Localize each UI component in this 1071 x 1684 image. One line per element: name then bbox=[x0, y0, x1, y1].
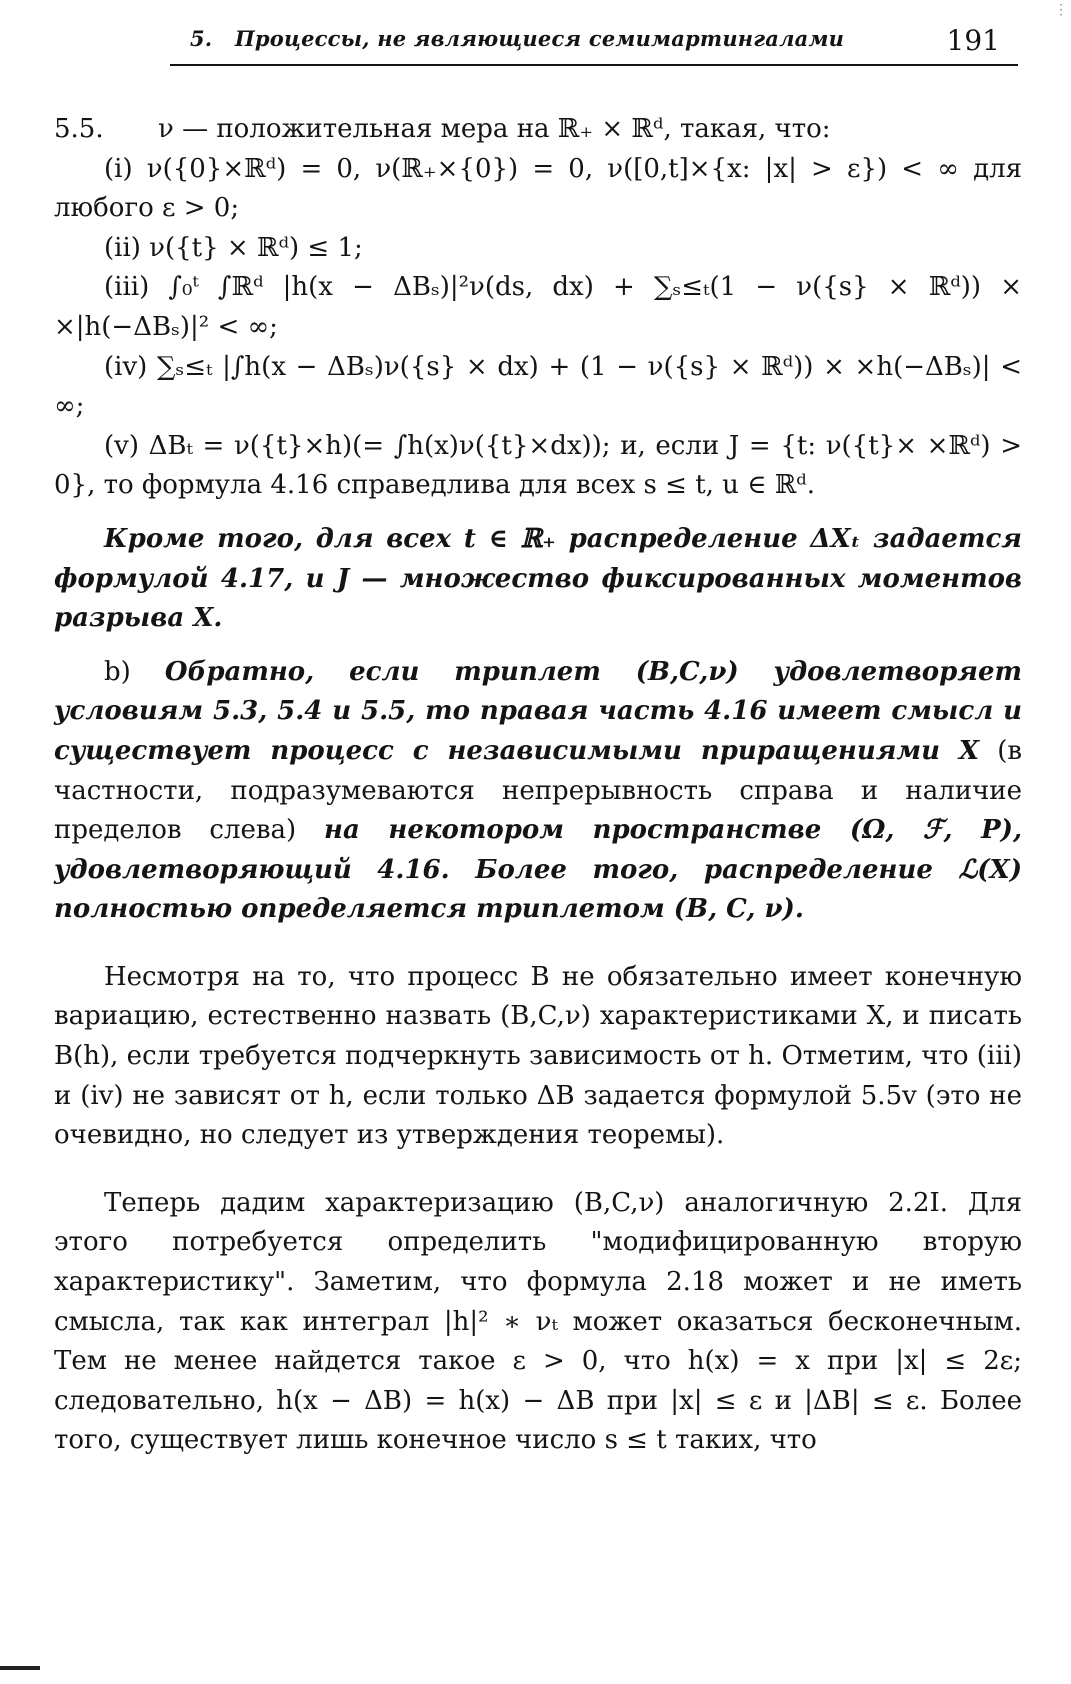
page-number: 191 bbox=[946, 24, 1000, 57]
item-intro-text: ν — положительная мера на ℝ₊ × ℝᵈ, такая, что: bbox=[158, 114, 831, 144]
condition-ii: (ii) ν({t} × ℝᵈ) ≤ 1; bbox=[104, 232, 363, 263]
part-b-text-2: на некотором пространстве (Ω, ℱ, P), удовлетворяющий 4.16. Более того, распределение ℒ(X) полностью определяется триплетом (B, C, ν). bbox=[54, 815, 1023, 925]
paragraph-characteristics: Несмотря на то, что процесс B не обязательно имеет конечную вариацию, естественно назвать (B,C,ν) характеристиками X, и писать B(h), если требуется подчеркнуть зависимость от h. Отметим, что (iii) и (iv) не зависят от h, если только ΔB задается формулой 5.5v (это не очевидно, но следует из утверждения теоремы). bbox=[54, 961, 1022, 1151]
condition-v: (v) ΔBₜ = ν({t}×h)(= ∫h(x)ν({t}×dx)); и, если J = {t: ν({t}× ×ℝᵈ) > 0}, то формула 4.16 справедлива для всех s ≤ t, u ∈ ℝᵈ. bbox=[54, 430, 1022, 501]
part-b bbox=[54, 653, 1022, 930]
item-label: 5.5. bbox=[54, 114, 104, 144]
condition-i: (i) ν({0}×ℝᵈ) = 0, ν(ℝ₊×{0}) = 0, ν([0,t]×{x: |x| > ε}) < ∞ для любого ε > 0; bbox=[54, 153, 1022, 224]
header-chapter-title: Процессы, не являющиеся семимартингалами bbox=[234, 26, 845, 51]
header-title bbox=[190, 26, 844, 51]
conclusion-text: Кроме того, для всех t ∈ ℝ₊ распределение ΔXₜ задается формулой 4.17, и J — множество фиксированных моментов разрыва X. bbox=[54, 523, 1022, 634]
condition-iv: (iv) ∑ₛ≤ₜ |∫h(x − ΔBₛ)ν({s} × dx) + (1 − ν({s} × ℝᵈ)) × ×h(−ΔBₛ)| < ∞; bbox=[54, 351, 1022, 422]
theorem-conclusion bbox=[54, 520, 1022, 639]
paragraph-modified-characteristic: Теперь дадим характеризацию (B,C,ν) аналогичную 2.2I. Для этого потребуется определить "модифицированную вторую характеристику". Заметим, что формула 2.18 может и не иметь смысла, так как интеграл |h|² ∗ νₜ может оказаться бесконечным. Тем не менее найдется такое ε > 0, что h(x) = x при |x| ≤ 2ε; следовательно, h(x − ΔB) = h(x) − ΔB при |x| ≤ ε и |ΔB| ≤ ε. Более того, существует лишь конечное число s ≤ t таких, что bbox=[54, 1187, 1022, 1456]
condition-iii: (iii) ∫₀ᵗ ∫ℝᵈ |h(x − ΔBₛ)|²ν(ds, dx) + ∑ₛ≤ₜ(1 − ν({s} × ℝᵈ)) × ×|h(−ΔBₛ)|² < ∞; bbox=[54, 272, 1022, 342]
header-section-number: 5. bbox=[190, 26, 213, 51]
page-body bbox=[54, 110, 1022, 1461]
running-header bbox=[170, 20, 1018, 66]
part-b-remark: (в частности, подразумеваются непрерывность справа и наличие пределов слева) bbox=[54, 735, 1023, 846]
part-b-label: b) bbox=[104, 656, 131, 687]
edge-mark: ⋮ bbox=[1054, 2, 1068, 18]
item-5-5-intro bbox=[54, 110, 1022, 150]
part-b-text-1: Обратно, если триплет (B,C,ν) удовлетворяет условиям 5.3, 5.4 и 5.5, то правая часть 4.16 имеет смысл и существует процесс с независимыми приращениями X bbox=[54, 656, 1023, 766]
page-edge-mark bbox=[0, 1666, 40, 1670]
